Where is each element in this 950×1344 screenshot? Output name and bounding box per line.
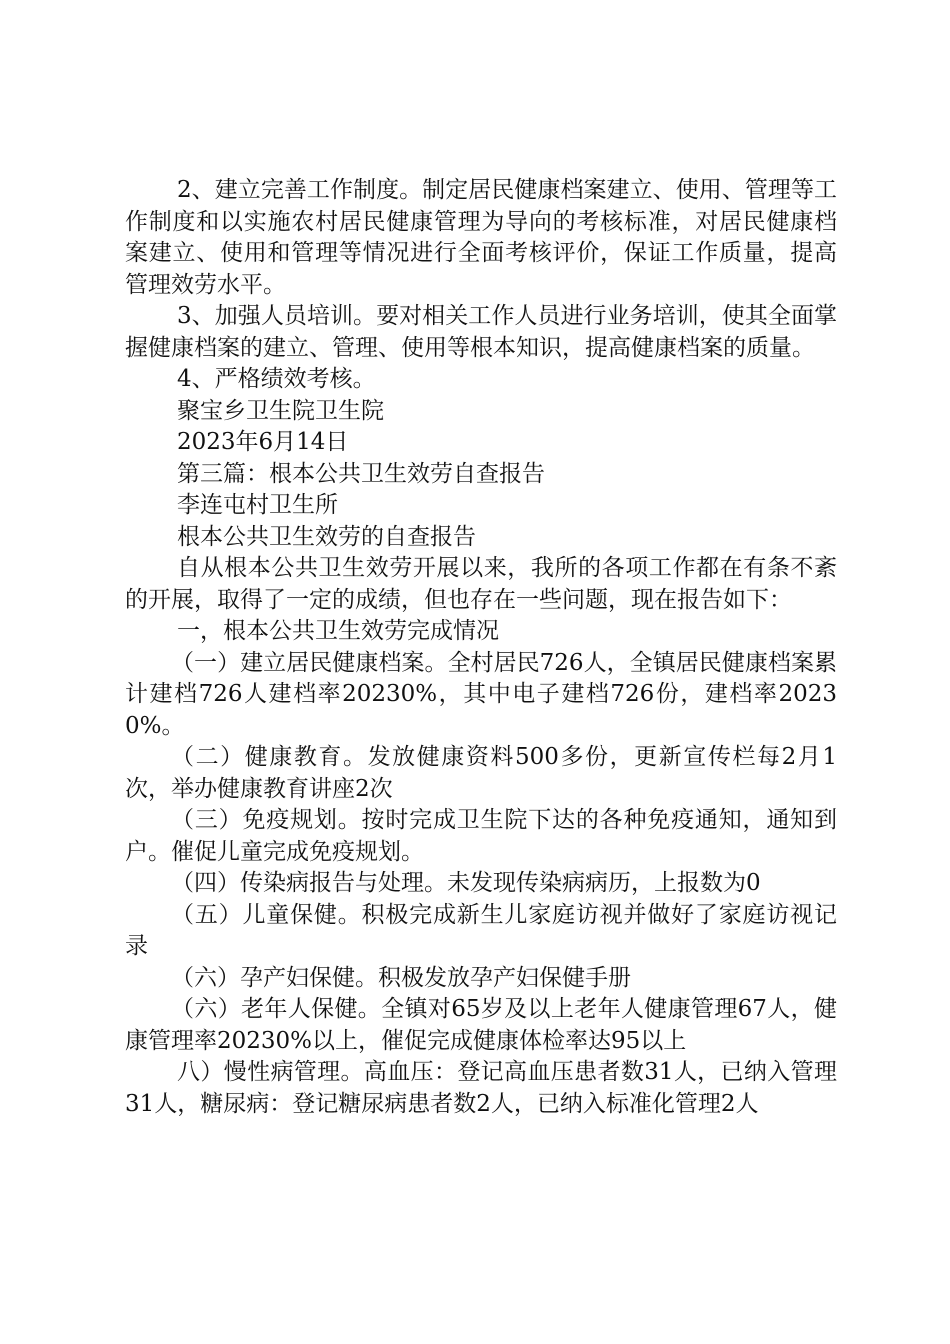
- section-title: 第三篇：根本公共卫生效劳自查报告: [177, 460, 545, 487]
- item-immunization: （三）免疫规划。按时完成卫生院下达的各种免疫通知，通知到户。催促儿童完成免疫规划。: [125, 807, 837, 865]
- paragraph-work-system: 2、建立完善工作制度。制定居民健康档案建立、使用、管理等工作制度和以实施农村居民健康管理为导向的考核标准，对居民健康档案建立、使用和管理等情况进行全面考核评价，保证工作质量，提高管理效劳水平。: [125, 177, 837, 298]
- item-maternal-health: （六）孕产妇保健。积极发放孕产妇保健手册: [171, 964, 631, 991]
- heading-completion-status: 一，根本公共卫生效劳完成情况: [177, 618, 499, 644]
- document-body: [125, 175, 837, 1120]
- item-health-records: （一）建立居民健康档案。全村居民726人，全镇居民健康档案累计建档726人建档率20230%，其中电子建档726份，建档率20230%。: [125, 649, 837, 739]
- signature-date: 2023年6月14日: [177, 429, 349, 455]
- item-health-education: （二）健康教育。发放健康资料500多份，更新宣传栏每2月1次，举办健康教育讲座2次: [125, 744, 837, 802]
- item-infectious-disease: （四）传染病报告与处理。未发现传染病病历，上报数为0: [171, 870, 761, 896]
- paragraph-performance-review: 4、严格绩效考核。: [177, 366, 376, 392]
- paragraph-intro: 自从根本公共卫生效劳开展以来，我所的各项工作都在有条不紊的开展，取得了一定的成绩，但也存在一些问题，现在报告如下：: [125, 555, 837, 613]
- paragraph-staff-training: 3、加强人员培训。要对相关工作人员进行业务培训，使其全面掌握健康档案的建立、管理、使用等根本知识，提高健康档案的质量。: [125, 303, 837, 361]
- clinic-name: 李连屯村卫生所: [177, 492, 338, 518]
- item-child-health: （五）儿童保健。积极完成新生儿家庭访视并做好了家庭访视记录: [125, 901, 837, 959]
- item-chronic-disease: 八）慢性病管理。高血压：登记高血压患者数31人，已纳入管理31人，糖尿病：登记糖尿病患者数2人，已纳入标准化管理2人: [125, 1059, 837, 1117]
- report-title: 根本公共卫生效劳的自查报告: [177, 523, 476, 550]
- item-elderly-health: （六）老年人保健。全镇对65岁及以上老年人健康管理67人，健康管理率20230%以上，催促完成健康体检率达95以上: [125, 996, 837, 1054]
- signature-hospital: 聚宝乡卫生院卫生院: [177, 397, 384, 424]
